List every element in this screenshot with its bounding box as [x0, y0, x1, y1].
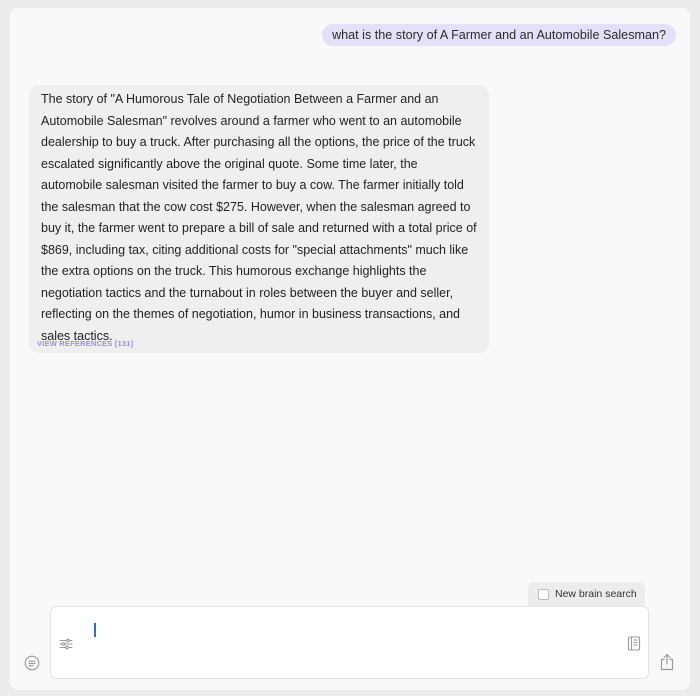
new-brain-search-label: New brain search: [555, 588, 637, 600]
text-caret: [94, 623, 96, 637]
book-icon[interactable]: [627, 636, 641, 651]
chat-window: [10, 8, 690, 690]
new-brain-search-checkbox[interactable]: [538, 589, 549, 600]
chat-icon[interactable]: [24, 655, 40, 671]
sliders-icon[interactable]: [59, 637, 73, 651]
message-input[interactable]: [50, 606, 649, 679]
new-brain-search-toggle[interactable]: [528, 582, 645, 606]
share-icon[interactable]: [659, 653, 675, 671]
user-message: what is the story of A Farmer and an Automobile Salesman?: [322, 24, 676, 46]
view-references-link[interactable]: VIEW REFERENCES [131]: [37, 339, 134, 348]
assistant-message: The story of "A Humorous Tale of Negotiation Between a Farmer and an Automobile Salesman" revolves around a farmer who went to an automobile dealership to buy a truck. After purchasing all the options, the price of the truck escalated significantly above the original quote. Some time later, the automobile salesman visited the farmer to buy a cow. The farmer initially told the salesman that the cow cost $275. However, when the salesman agreed to buy it, the farmer went to prepare a bill of sale and returned with a total price of $869, including tax, citing additional costs for "special attachments" much like the extra options on the truck. This humorous exchange highlights the negotiation tactics and the turnabout in roles between the buyer and seller, reflecting on the themes of negotiation, humor in business transactions, and sales tactics.: [29, 85, 489, 353]
